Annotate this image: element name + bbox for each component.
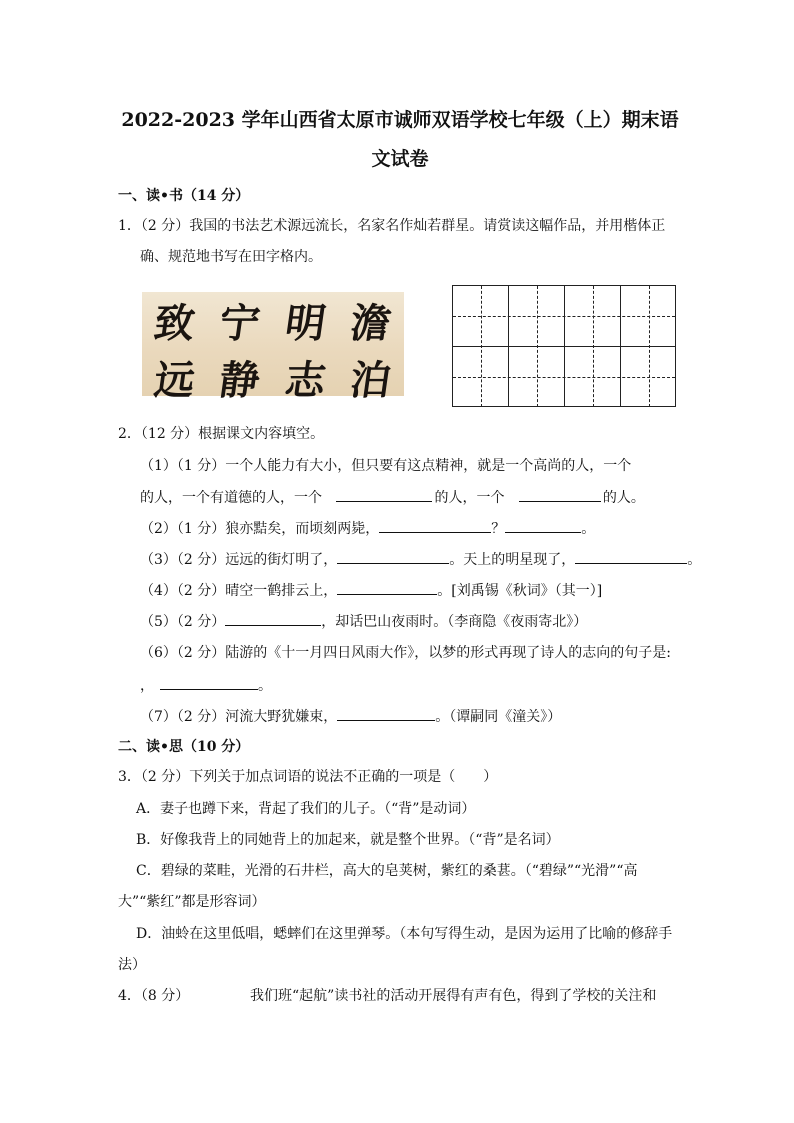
tianzige-writing-grid[interactable] [452, 285, 676, 407]
text-segment: （3）（2 分）远远的街灯明了， [140, 552, 338, 568]
calligraphy-char: 远 [151, 357, 198, 404]
answer-blank[interactable] [337, 706, 435, 721]
text-segment: （7）（2 分）河流大野犹嫌束， [140, 709, 338, 725]
q3-option-b: B．好像我背上的同她背上的加起来，就是整个世界。（“背”是名词） [136, 832, 560, 848]
answer-blank[interactable] [337, 580, 437, 595]
grid-guide-line [649, 286, 650, 407]
section-1-heading: 一、读•书（14 分） [118, 188, 250, 204]
answer-blank[interactable] [519, 487, 601, 502]
answer-blank[interactable] [160, 675, 258, 690]
grid-guide-line [593, 286, 594, 407]
text-segment: （4）（2 分）晴空一鹤排云上， [140, 583, 338, 599]
answer-blank[interactable] [225, 611, 321, 626]
text-segment: 的人。 [602, 490, 645, 506]
calligraphy-char: 澹 [347, 300, 395, 347]
calligraphy-char: 志 [282, 357, 329, 404]
q4-text: 我们班“起航”读书社的活动开展得有声有色，得到了学校的关注和 [250, 988, 657, 1004]
text-segment: 。[刘禹锡《秋词》（其一）] [437, 583, 603, 599]
answer-blank[interactable] [575, 549, 687, 564]
q4-label: 4．（8 分） [118, 988, 190, 1004]
section-2-heading: 二、读•思（10 分） [118, 739, 250, 755]
q2-item-4 [140, 580, 602, 601]
grid-guide-line [481, 286, 482, 407]
text-segment: 的人，一个有道德的人，一个 [140, 490, 322, 506]
text-segment: 的人，一个 [434, 490, 505, 506]
answer-blank[interactable] [505, 518, 581, 533]
q3-option-c-line-2: 大”“紫红”都是形容词） [118, 894, 266, 910]
q2-item-5 [140, 611, 587, 632]
calligraphy-char: 致 [151, 300, 198, 347]
q2-item-1-line-1: （1）（1 分）一个人能力有大小，但只要有这点精神，就是一个高尚的人，一个 [140, 458, 632, 474]
calligraphy-char: 泊 [347, 357, 395, 404]
text-segment: ？ [491, 521, 506, 537]
calligraphy-char: 宁 [216, 300, 264, 347]
grid-guide-line [453, 316, 675, 317]
q3-option-d-line-1: D．油蛉在这里低唱，蟋蟀们在这里弹琴。（本句写得生动，是因为运用了比喻的修辞手 [136, 926, 673, 942]
exam-title-line-1: 2022-2023 学年山西省太原市诚师双语学校七年级（上）期末语 [121, 109, 679, 131]
text-segment: 。 [258, 678, 272, 694]
q3-option-c-line-1: C．碧绿的菜畦，光滑的石井栏，高大的皂荚树，紫红的桑葚。（“碧绿”“光滑”“高 [136, 863, 638, 879]
answer-blank[interactable] [379, 518, 491, 533]
text-segment: 。 [581, 521, 596, 537]
text-segment: （2）（1 分）狼亦黠矣，而顷刻两毙， [140, 521, 380, 537]
answer-blank[interactable] [337, 549, 449, 564]
text-segment: 。天上的明星现了， [449, 552, 576, 568]
calligraphy-image [142, 292, 404, 404]
grid-guide-line [453, 377, 675, 378]
q3-option-d-line-2: 法） [118, 957, 146, 973]
q2-item-6-line-2 [140, 675, 272, 696]
q2-item-1-line-2 [140, 487, 645, 508]
exam-title-line-2: 文试卷 [371, 148, 429, 170]
q3-option-a: A．妻子也蹲下来，背起了我们的儿子。（“背”是动词） [136, 801, 476, 817]
q2-stem: 2．（12 分）根据课文内容填空。 [118, 426, 325, 442]
q2-item-7 [140, 706, 561, 727]
text-segment: ， [140, 678, 154, 694]
q3-stem: 3．（2 分）下列关于加点词语的说法不正确的一项是（ ） [118, 769, 498, 785]
q2-item-3 [140, 549, 701, 570]
text-segment: 。（谭嗣同《潼关》） [435, 709, 562, 725]
text-segment: 。 [687, 552, 702, 568]
text-segment: ，却话巴山夜雨时。（李商隐《夜雨寄北》） [321, 614, 588, 630]
calligraphy-char: 明 [282, 300, 329, 347]
grid-guide-line [537, 286, 538, 407]
q2-item-6-line-1: （6）（2 分）陆游的《十一月四日风雨大作》，以梦的形式再现了诗人的志向的句子是: [140, 645, 671, 661]
calligraphy-char: 静 [216, 357, 264, 404]
q2-item-2 [140, 518, 595, 539]
answer-blank[interactable] [336, 487, 432, 502]
text-segment: （5）（2 分） [140, 614, 226, 630]
q1-text-line-2: 确、规范地书写在田字格内。 [140, 249, 322, 265]
q1-text-line-1: 1．（2 分）我国的书法艺术源远流长，名家名作灿若群星。请赏读这幅作品，并用楷体正 [118, 218, 666, 234]
